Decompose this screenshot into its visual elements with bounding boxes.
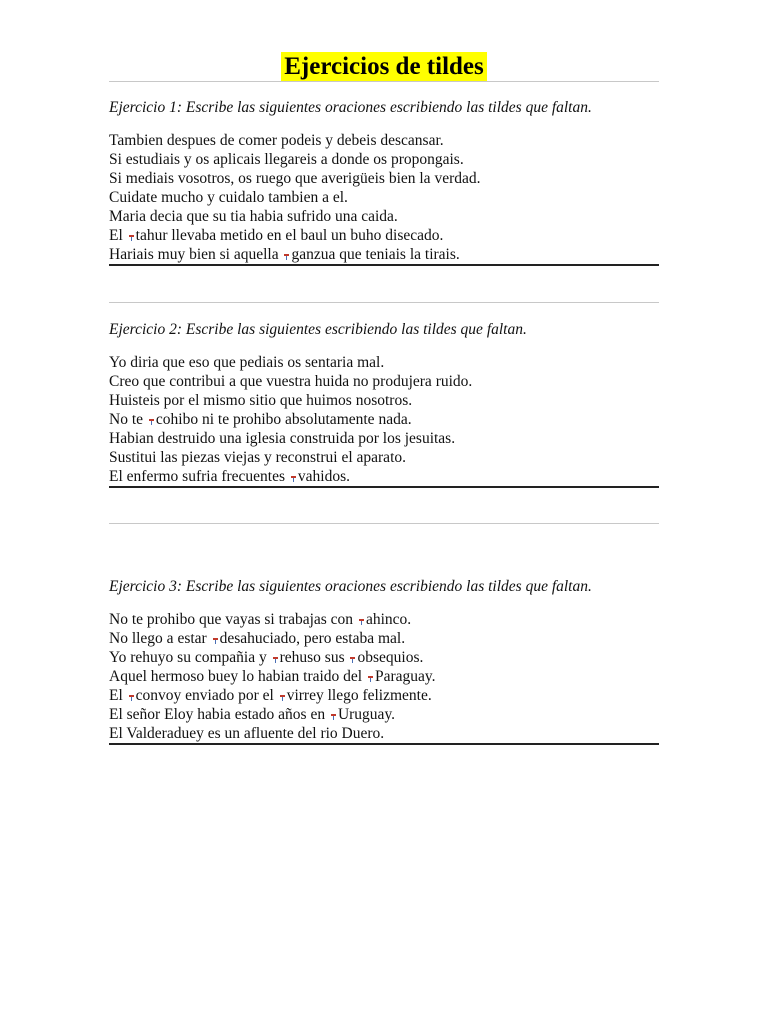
sentence-text: No llego a estar (109, 630, 211, 647)
divider (109, 81, 659, 82)
sentence-text: Hariais muy bien si aquella (109, 246, 283, 263)
sentence-text: ganzua que teniais la tirais. (291, 246, 460, 263)
sentence-line (109, 226, 659, 245)
sentence-text: Yo rehuyo su compañia y (109, 649, 271, 666)
sentence-text: El enfermo sufria frecuentes (109, 468, 289, 485)
sentence-text: El (109, 687, 127, 704)
sentence-line (109, 448, 659, 467)
sentence-line (109, 410, 659, 429)
sentence-text: desahuciado, pero estaba mal. (219, 630, 406, 647)
sentence-line (109, 188, 659, 207)
sentence-text: Uruguay. (337, 706, 396, 723)
divider (109, 523, 659, 524)
sentence-text: ahinco. (365, 611, 412, 628)
revision-mark-icon (284, 254, 290, 260)
sentence-text: rehuso sus (279, 649, 349, 666)
exercise-lines (109, 353, 659, 488)
sentence-text: virrey llego felizmente. (286, 687, 432, 704)
revision-mark-icon (149, 419, 155, 425)
sentence-text: Cuidate mucho y cuidalo tambien a el. (109, 189, 348, 206)
revision-mark-icon (129, 695, 135, 701)
sentence-text: Tambien despues de comer podeis y debeis descansar. (109, 132, 444, 149)
revision-mark-icon (280, 695, 286, 701)
sentence-line (109, 648, 659, 667)
sentence-line (109, 150, 659, 169)
sentence-text: Si mediais vosotros, os ruego que averigüeis bien la verdad. (109, 170, 481, 187)
sentence-line (109, 724, 659, 743)
sentence-line (109, 207, 659, 226)
sentence-text: vahidos. (297, 468, 350, 485)
revision-mark-icon (368, 676, 374, 682)
exercise-2 (109, 320, 659, 488)
sentence-text: Sustitui las piezas viejas y reconstrui el aparato. (109, 449, 406, 466)
sentence-text: Maria decia que su tia habia sufrido una caida. (109, 208, 398, 225)
sentence-line (109, 467, 659, 486)
sentence-text: El Valderaduey es un afluente del rio Duero. (109, 725, 385, 742)
sentence-text: Yo diria que eso que pediais os sentaria mal. (109, 354, 385, 371)
exercise-lines (109, 610, 659, 745)
sentence-text: Paraguay. (374, 668, 436, 685)
sentence-text: No te prohibo que vayas si trabajas con (109, 611, 357, 628)
sentence-line (109, 353, 659, 372)
sentence-line (109, 391, 659, 410)
title-wrap (0, 52, 768, 81)
revision-mark-icon (129, 235, 135, 241)
divider (109, 302, 659, 303)
sentence-line (109, 667, 659, 686)
exercise-3 (109, 577, 659, 745)
sentence-text: obsequios. (357, 649, 424, 666)
sentence-line (109, 686, 659, 705)
sentence-line (109, 245, 659, 264)
sentence-text: Huisteis por el mismo sitio que huimos nosotros. (109, 392, 413, 409)
sentence-text: Creo que contribui a que vuestra huida no produjera ruido. (109, 373, 473, 390)
sentence-line (109, 610, 659, 629)
revision-mark-icon (331, 714, 337, 720)
sentence-text: cohibo ni te prohibo absolutamente nada. (155, 411, 412, 428)
exercise-1 (109, 98, 659, 266)
sentence-line (109, 705, 659, 724)
exercise-heading: Ejercicio 2: Escribe las siguientes escribiendo las tildes que faltan. (109, 321, 527, 338)
revision-mark-icon (291, 476, 297, 482)
sentence-line (109, 629, 659, 648)
sentence-text: tahur llevaba metido en el baul un buho disecado. (135, 227, 444, 244)
sentence-text: Habian destruido una iglesia construida por los jesuitas. (109, 430, 456, 447)
exercise-heading: Ejercicio 1: Escribe las siguientes oraciones escribiendo las tildes que faltan. (109, 99, 592, 116)
sentence-line (109, 169, 659, 188)
revision-mark-icon (350, 657, 356, 663)
page-title: Ejercicios de tildes (281, 52, 487, 81)
sentence-text: Si estudiais y os aplicais llegareis a donde os propongais. (109, 151, 464, 168)
sentence-text: El (109, 227, 127, 244)
sentence-text: convoy enviado por el (135, 687, 278, 704)
revision-mark-icon (213, 638, 219, 644)
exercise-heading: Ejercicio 3: Escribe las siguientes oraciones escribiendo las tildes que faltan. (109, 578, 592, 595)
revision-mark-icon (359, 619, 365, 625)
sentence-line (109, 372, 659, 391)
revision-mark-icon (273, 657, 279, 663)
sentence-text: El señor Eloy habia estado años en (109, 706, 329, 723)
sentence-line (109, 429, 659, 448)
sentence-text: No te (109, 411, 147, 428)
sentence-line (109, 131, 659, 150)
exercise-lines (109, 131, 659, 266)
sentence-text: Aquel hermoso buey lo habian traido del (109, 668, 366, 685)
